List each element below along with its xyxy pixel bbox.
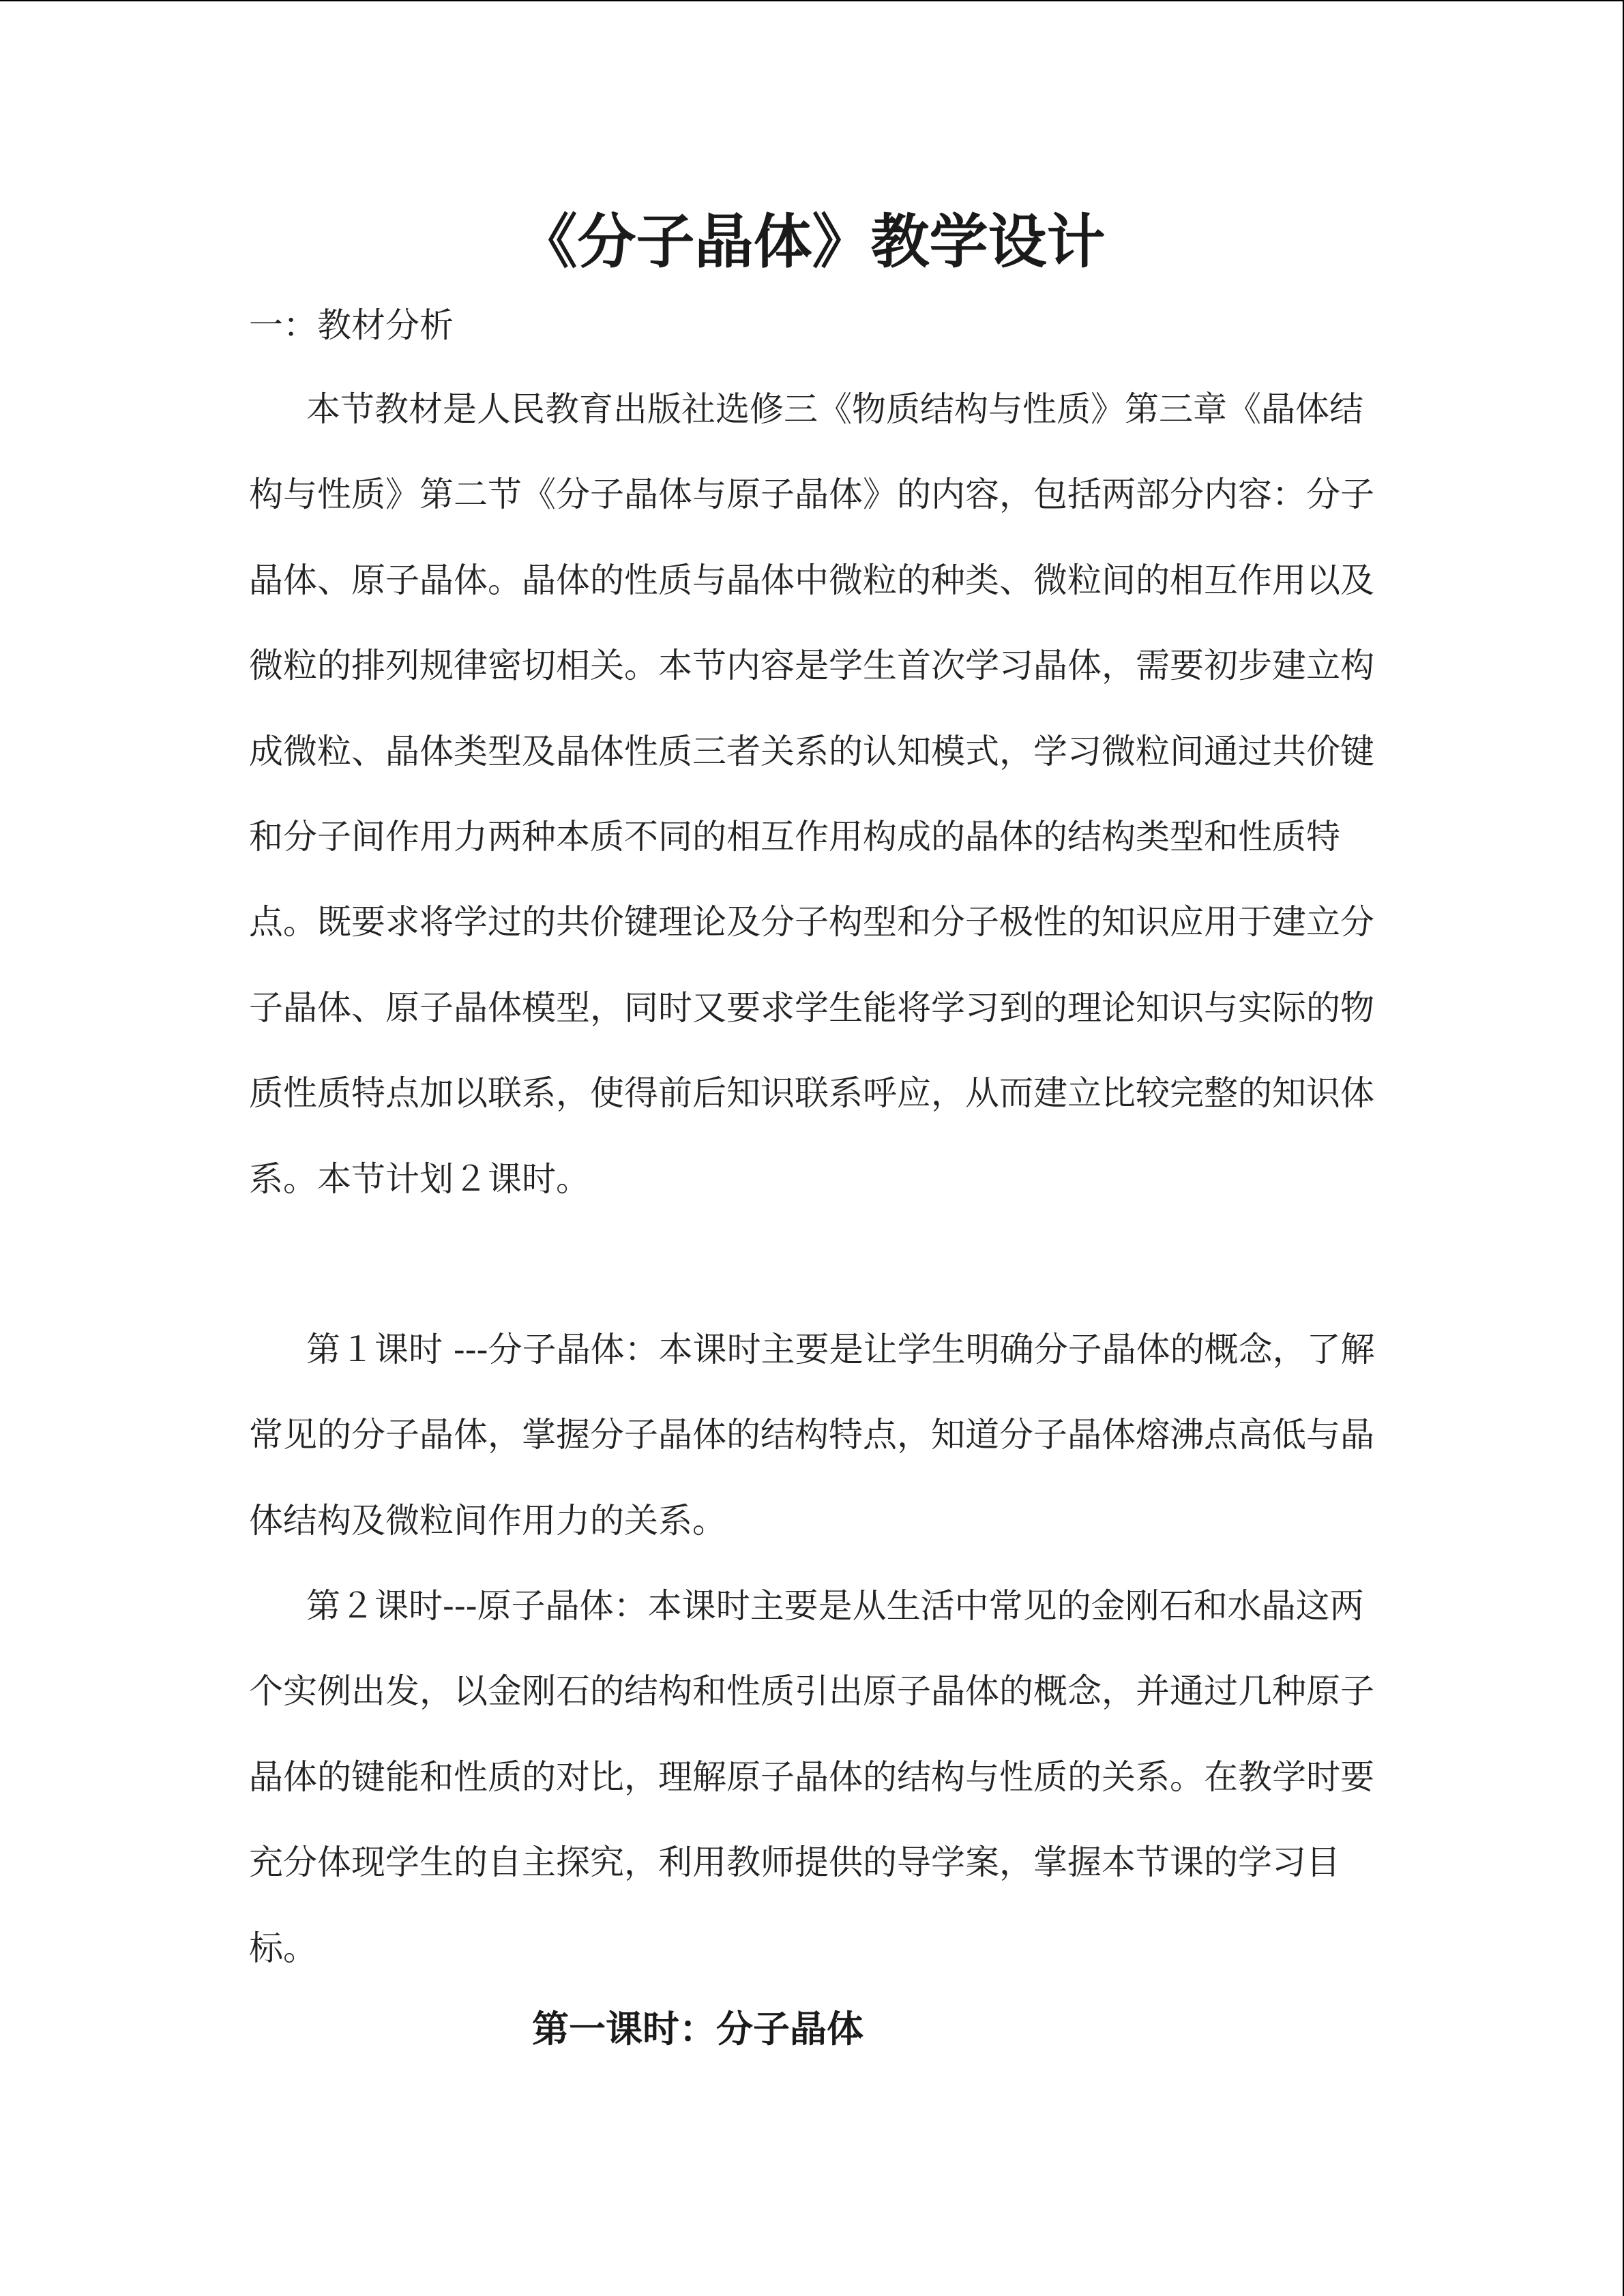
paragraph-lesson-1: 第１课时 ---分子晶体：本课时主要是让学生明确分子晶体的概念，了解常见的分子晶体，掌握分子晶体的结构特点，知道分子晶体熔沸点高低与晶体结构及微粒间作用力的关系。 bbox=[249, 1330, 1375, 1540]
lesson-subheading: 第一课时：分子晶体 bbox=[532, 2007, 863, 2051]
document-title: 《分子晶体》教学设计 bbox=[518, 207, 1106, 276]
section-heading: 一：教材分析 bbox=[249, 305, 454, 345]
paragraph-lesson-2: 第２课时---原子晶体：本课时主要是从生活中常见的金刚石和水晶这两个实例出发，以金刚石的结构和性质引出原子晶体的概念，并通过几种原子晶体的键能和性质的对比，理解原子晶体的结构与性质的关系。在教学时要充分体现学生的自主探究，利用教师提供的导学案，掌握本节课的学习目标。 bbox=[249, 1586, 1374, 1968]
paragraph-textbook-analysis: 本节教材是人民教育出版社选修三《物质结构与性质》第三章《晶体结构与性质》第二节《分子晶体与原子晶体》的内容，包括两部分内容：分子晶体、原子晶体。晶体的性质与晶体中微粒的种类、微粒间的相互作用以及微粒的排列规律密切相关。本节内容是学生首次学习晶体，需要初步建立构成微粒、晶体类型及晶体性质三者关系的认知模式，学习微粒间通过共价键和分子间作用力两种本质不同的相互作用构成的晶体的结构类型和性质特点。既要求将学过的共价键理论及分子构型和分子极性的知识应用于建立分子晶体、原子晶体模型，同时又要求学生能将学习到的理论知识与实际的物质性质特点加以联系，使得前后知识联系呼应，从而建立比较完整的知识体系。本节计划２课时。 bbox=[249, 389, 1374, 1199]
